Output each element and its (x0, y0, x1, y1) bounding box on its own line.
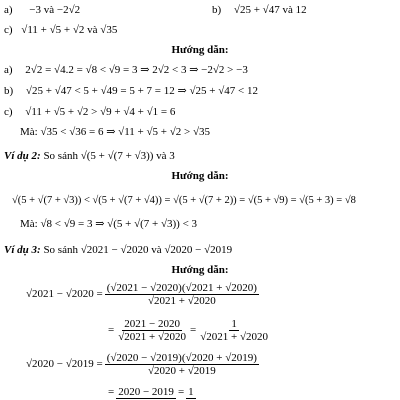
question-a: a) −3 và −2√2 (4, 4, 81, 16)
guide-heading-2: Hướng dẫn: (171, 170, 229, 182)
guide-heading-3: Hướng dẫn: (171, 264, 229, 276)
solution-b: b) √25 + √47 < 5 + √49 = 5 + 7 = 12 ⇒ √25 + √47 < 12 (4, 85, 258, 97)
solution-c-ma: Mà: √35 < √36 = 6 ⇒ √11 + √5 + √2 > √35 (20, 126, 211, 138)
fraction-5: 2020 − 2019 (118, 386, 174, 398)
example-3-eq2: = $\frac{2021 - 2020}{√2021 + √2020}$ = $\frac{1}{√2021 + √2020}$ (108, 318, 268, 343)
example-2: Ví dụ 2: So sánh √(5 + √(7 + √3)) và 3 (4, 150, 175, 162)
example-3: Ví dụ 3: So sánh √2021 − √2020 và √2020 − √2019 (4, 244, 233, 256)
example-2-line1: √(5 + √(7 + √3)) < √(5 + √(7 + √4)) = √(5 + √(7 + 2)) = √(5 + √9) = √(5 + 3) = √8 (12, 195, 356, 206)
fraction-6: 1 (188, 386, 194, 398)
example-2-line2: Mà: √8 < √9 = 3 ⇒ √(5 + √(7 + √3)) < 3 (20, 218, 198, 230)
question-b: b) √25 + √47 và 12 (212, 4, 307, 16)
solution-c: c) √11 + √5 + √2 > √9 + √4 + √1 = 6 (4, 106, 176, 118)
fraction-3: $\frac{1}{√2021 + √2020}$ (200, 318, 268, 343)
fraction-2: $\frac{2021 - 2020}{√2021 + √2020}$ (118, 318, 186, 343)
example-3-eq4: = 2020 − 2019 = 1 (108, 386, 194, 398)
example-3-eq1: √2021 − √2020 = $\frac{(√2021 - √2020)(√2021 + √2020)}{√2021 + √2020}$ (26, 282, 257, 307)
example-3-eq3: √2020 − √2019 = $\frac{(√2020 - √2019)(√2020 + √2019)}{√2020 + √2019}$ (26, 352, 257, 377)
fraction-1: $\frac{(√2021 - √2020)(√2021 + √2020)}{√2021 + √2020}$ (106, 282, 257, 307)
solution-a: a) 2√2 = √4.2 = √8 < √9 = 3 ⇒ 2√2 < 3 ⇒ −2√2 > −3 (4, 64, 248, 76)
fraction-4: $\frac{(√2020 - √2019)(√2020 + √2019)}{√2020 + √2019}$ (106, 352, 257, 377)
guide-heading-1: Hướng dẫn: (171, 44, 229, 56)
question-c: c) √11 + √5 + √2 và √35 (4, 24, 118, 36)
